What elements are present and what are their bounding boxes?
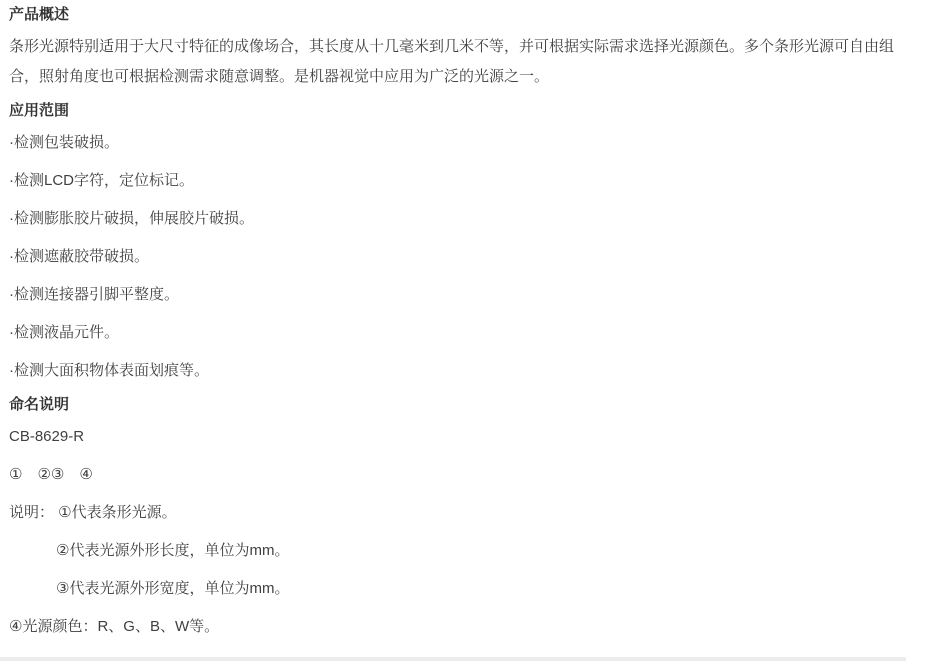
bottom-divider (0, 657, 906, 661)
model-code: CB-8629-R (9, 428, 85, 445)
application-item: ·检测LCD字符，定位标记。 (9, 172, 195, 189)
naming-note: ②代表光源外形长度，单位为mm。 (56, 542, 290, 559)
naming-note: ③代表光源外形宽度，单位为mm。 (56, 580, 290, 597)
overview-heading: 产品概述 (9, 6, 70, 23)
naming-heading: 命名说明 (9, 396, 70, 413)
application-item: ·检测液晶元件。 (9, 324, 119, 341)
applications-heading: 应用范围 (9, 102, 70, 119)
application-item: ·检测连接器引脚平整度。 (9, 286, 179, 303)
application-item: ·检测包装破损。 (9, 134, 119, 151)
naming-note: ④光源颜色：R、G、B、W等。 (9, 618, 220, 635)
application-item: ·检测大面积物体表面划痕等。 (9, 362, 209, 379)
application-item: ·检测遮蔽胶带破损。 (9, 248, 149, 265)
overview-paragraph: 条形光源特别适用于大尺寸特征的成像场合，其长度从十几毫米到几米不等，并可根据实际需求选择光源颜色。多个条形光源可自由组合，照射角度也可根据检测需求随意调整。是机器视觉中应用为广泛的光源之一。 (9, 38, 895, 85)
naming-note: 说明： ①代表条形光源。 (9, 504, 177, 521)
numbering-markers: ① ②③ ④ (9, 466, 93, 483)
application-item: ·检测膨胀胶片破损，伸展胶片破损。 (9, 210, 254, 227)
